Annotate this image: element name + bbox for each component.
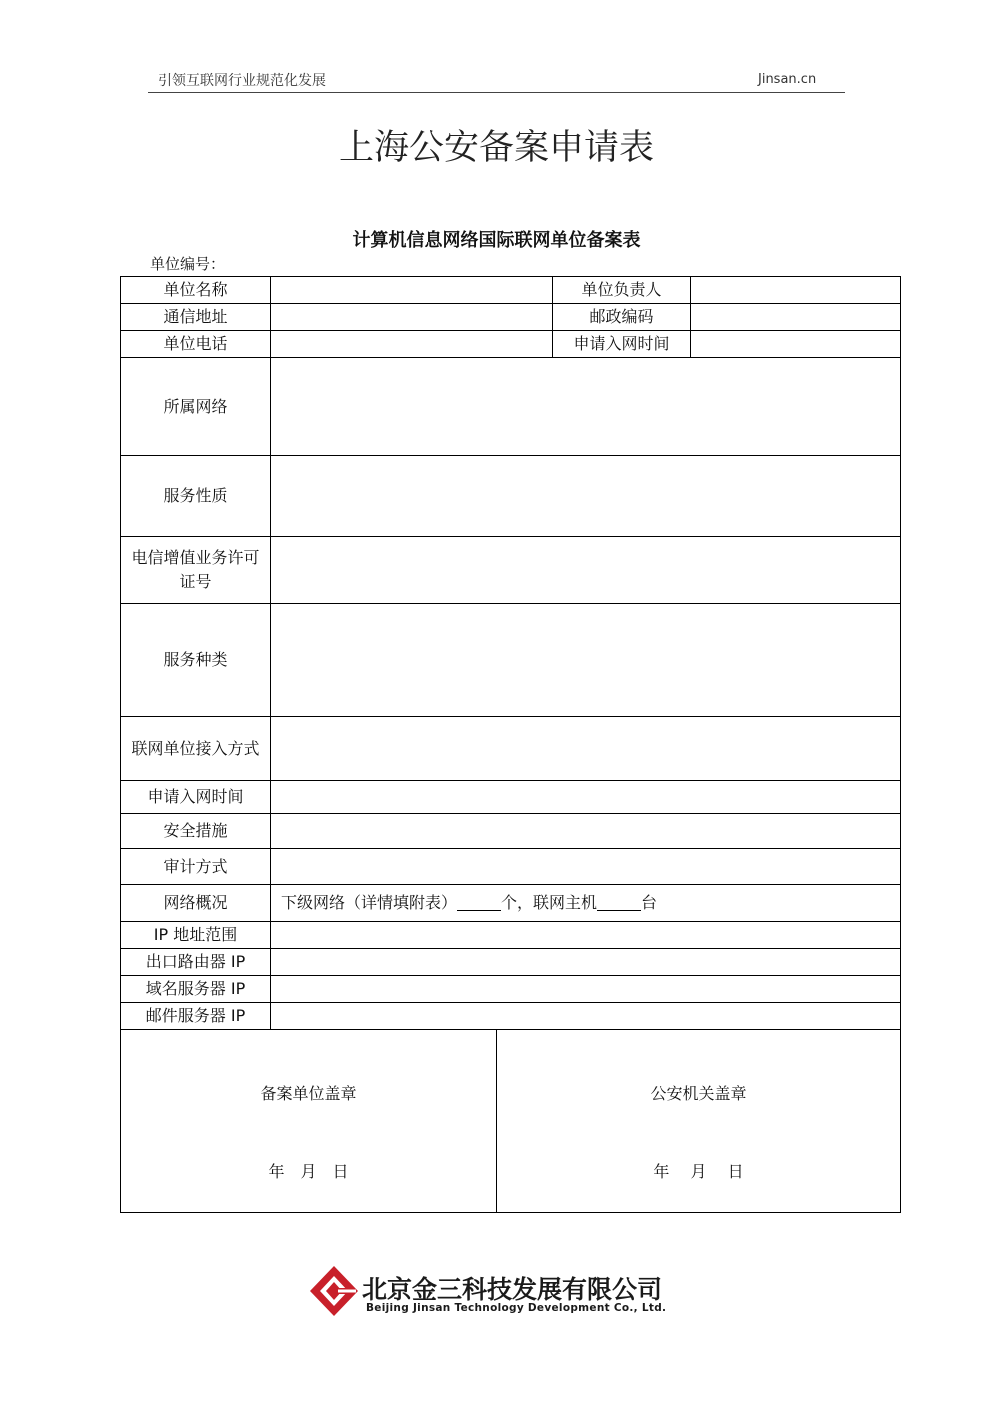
stamp-police-label: 公安机关盖章	[650, 1084, 747, 1103]
header-divider	[148, 92, 845, 93]
field-unit-name[interactable]	[271, 277, 552, 303]
network-detail-text-b: 个，联网主机	[501, 893, 598, 912]
label-unit-head: 单位负责人	[581, 280, 662, 299]
label-phone: 单位电话	[163, 334, 228, 353]
label-service-type: 服务种类	[163, 650, 228, 669]
label-ip-range: IP 地址范围	[153, 925, 238, 944]
stamp-unit-date: 年 月 日	[268, 1162, 349, 1181]
header-slogan: 引领互联网行业规范化发展	[158, 73, 326, 89]
field-postcode[interactable]	[691, 304, 900, 330]
stamp-police-date: 年 月 日	[653, 1162, 744, 1181]
label-service-nature: 服务性质	[163, 486, 228, 505]
label-network-overview: 网络概况	[163, 893, 228, 912]
field-network[interactable]	[271, 358, 900, 455]
label-telecom-license: 电信增值业务许可证号	[131, 548, 260, 591]
field-service-type[interactable]	[271, 604, 900, 716]
label-audit: 审计方式	[163, 856, 228, 876]
field-service-nature[interactable]	[271, 456, 900, 536]
field-ip-range[interactable]	[271, 922, 900, 948]
field-dns-server[interactable]	[271, 976, 900, 1002]
label-apply-time-top: 申请入网时间	[573, 334, 670, 353]
unit-number-label: 单位编号：	[150, 255, 226, 273]
field-access-method[interactable]	[271, 717, 900, 780]
label-unit-name: 单位名称	[163, 280, 228, 299]
field-apply-time-top[interactable]	[691, 331, 900, 357]
field-exit-router[interactable]	[271, 949, 900, 975]
company-name-en: Beijing Jinsan Technology Development Co., Ltd.	[366, 1302, 667, 1314]
field-network-overview	[271, 885, 900, 921]
network-detail-text-a: 下级网络（详情填附表）	[281, 893, 458, 912]
label-access-method: 联网单位接入方式	[131, 738, 260, 758]
field-unit-head[interactable]	[691, 277, 900, 303]
label-mail-server: 邮件服务器 IP	[145, 1006, 246, 1025]
label-address: 通信地址	[163, 307, 228, 326]
label-dns-server: 域名服务器 IP	[145, 979, 246, 998]
company-logo-icon	[308, 1264, 360, 1318]
label-network: 所属网络	[163, 396, 228, 416]
subnet-count-blank[interactable]	[457, 895, 501, 911]
company-name-cn: 北京金三科技发展有限公司	[362, 1275, 663, 1304]
field-audit[interactable]	[271, 849, 900, 884]
field-mail-server[interactable]	[271, 1003, 900, 1029]
host-count-blank[interactable]	[597, 895, 641, 911]
field-security[interactable]	[271, 814, 900, 848]
field-phone[interactable]	[271, 331, 552, 357]
label-postcode: 邮政编码	[589, 307, 654, 326]
label-security: 安全措施	[163, 821, 228, 840]
field-apply-time[interactable]	[271, 781, 900, 813]
label-exit-router: 出口路由器 IP	[145, 952, 246, 971]
page-title: 上海公安备案申请表	[338, 128, 654, 168]
header-site: Jinsan.cn	[758, 72, 817, 87]
label-apply-time: 申请入网时间	[147, 787, 244, 806]
form-subtitle: 计算机信息网络国际联网单位备案表	[352, 230, 641, 251]
stamp-unit-label: 备案单位盖章	[260, 1084, 357, 1103]
network-detail-text-c: 台	[641, 893, 658, 912]
field-address[interactable]	[271, 304, 552, 330]
field-telecom-license[interactable]	[271, 537, 900, 603]
